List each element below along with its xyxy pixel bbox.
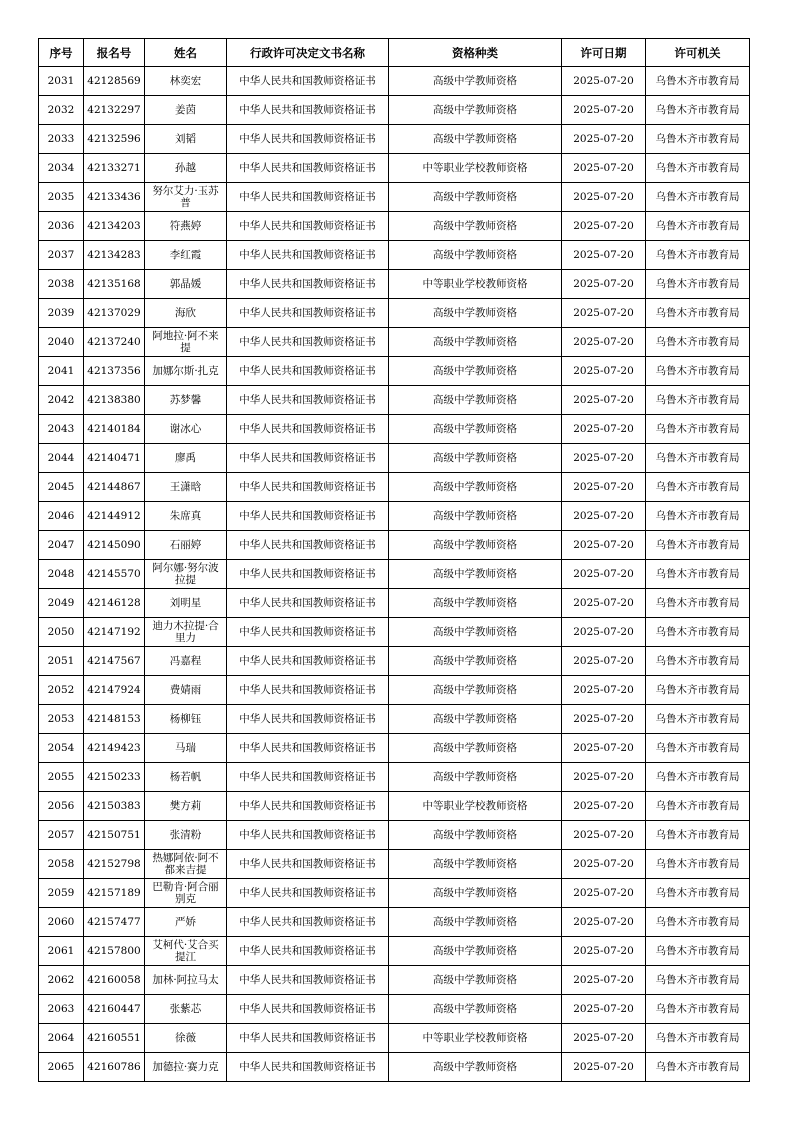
cell-type: 高级中学教师资格	[389, 386, 562, 415]
table-row	[39, 415, 750, 444]
cell-org: 乌鲁木齐市教育局	[646, 937, 750, 966]
cell-doc: 中华人民共和国教师资格证书	[227, 676, 389, 705]
cell-date: 2025-07-20	[562, 183, 646, 212]
cell-reg: 42160058	[84, 966, 145, 995]
cell-type: 中等职业学校教师资格	[389, 270, 562, 299]
cell-type: 高级中学教师资格	[389, 763, 562, 792]
cell-date: 2025-07-20	[562, 1053, 646, 1082]
cell-name: 阿地拉·阿不来提	[145, 328, 227, 357]
cell-type: 高级中学教师资格	[389, 473, 562, 502]
cell-seq: 2034	[39, 154, 84, 183]
cell-name: 努尔艾力·玉苏普	[145, 183, 227, 212]
cell-name: 热娜阿依·阿不都来吉提	[145, 850, 227, 879]
cell-doc: 中华人民共和国教师资格证书	[227, 705, 389, 734]
cell-name: 严娇	[145, 908, 227, 937]
cell-seq: 2057	[39, 821, 84, 850]
cell-date: 2025-07-20	[562, 966, 646, 995]
cell-date: 2025-07-20	[562, 299, 646, 328]
cell-type: 高级中学教师资格	[389, 299, 562, 328]
cell-type: 中等职业学校教师资格	[389, 154, 562, 183]
cell-doc: 中华人民共和国教师资格证书	[227, 966, 389, 995]
cell-seq: 2063	[39, 995, 84, 1024]
cell-name: 张紫芯	[145, 995, 227, 1024]
cell-name: 杨若帆	[145, 763, 227, 792]
cell-org: 乌鲁木齐市教育局	[646, 473, 750, 502]
cell-doc: 中华人民共和国教师资格证书	[227, 1053, 389, 1082]
cell-date: 2025-07-20	[562, 560, 646, 589]
table-row	[39, 763, 750, 792]
table-row	[39, 792, 750, 821]
cell-reg: 42134203	[84, 212, 145, 241]
header-seq: 序号	[39, 39, 84, 67]
cell-reg: 42150233	[84, 763, 145, 792]
cell-seq: 2055	[39, 763, 84, 792]
table-row	[39, 995, 750, 1024]
cell-seq: 2051	[39, 647, 84, 676]
cell-date: 2025-07-20	[562, 734, 646, 763]
cell-seq: 2061	[39, 937, 84, 966]
cell-doc: 中华人民共和国教师资格证书	[227, 270, 389, 299]
cell-type: 高级中学教师资格	[389, 879, 562, 908]
cell-name: 张清粉	[145, 821, 227, 850]
cell-type: 高级中学教师资格	[389, 357, 562, 386]
cell-org: 乌鲁木齐市教育局	[646, 270, 750, 299]
cell-reg: 42146128	[84, 589, 145, 618]
cell-doc: 中华人民共和国教师资格证书	[227, 212, 389, 241]
cell-doc: 中华人民共和国教师资格证书	[227, 241, 389, 270]
cell-doc: 中华人民共和国教师资格证书	[227, 96, 389, 125]
cell-reg: 42138380	[84, 386, 145, 415]
cell-type: 高级中学教师资格	[389, 850, 562, 879]
table-row	[39, 966, 750, 995]
header-type: 资格种类	[389, 39, 562, 67]
cell-seq: 2059	[39, 879, 84, 908]
cell-type: 高级中学教师资格	[389, 966, 562, 995]
cell-reg: 42140471	[84, 444, 145, 473]
cell-reg: 42144912	[84, 502, 145, 531]
cell-org: 乌鲁木齐市教育局	[646, 386, 750, 415]
cell-name: 林奕宏	[145, 67, 227, 96]
cell-doc: 中华人民共和国教师资格证书	[227, 125, 389, 154]
cell-date: 2025-07-20	[562, 154, 646, 183]
cell-org: 乌鲁木齐市教育局	[646, 212, 750, 241]
cell-org: 乌鲁木齐市教育局	[646, 183, 750, 212]
table-row	[39, 821, 750, 850]
cell-name: 樊方莉	[145, 792, 227, 821]
cell-reg: 42150383	[84, 792, 145, 821]
permit-table	[38, 38, 750, 1082]
cell-type: 高级中学教师资格	[389, 125, 562, 154]
table-row	[39, 908, 750, 937]
cell-name: 郭晶媛	[145, 270, 227, 299]
cell-seq: 2044	[39, 444, 84, 473]
cell-seq: 2049	[39, 589, 84, 618]
cell-date: 2025-07-20	[562, 618, 646, 647]
cell-reg: 42134283	[84, 241, 145, 270]
cell-doc: 中华人民共和国教师资格证书	[227, 502, 389, 531]
cell-reg: 42132297	[84, 96, 145, 125]
cell-type: 高级中学教师资格	[389, 444, 562, 473]
table-body	[39, 67, 750, 1082]
cell-name: 加德拉·赛力克	[145, 1053, 227, 1082]
cell-type: 高级中学教师资格	[389, 560, 562, 589]
cell-date: 2025-07-20	[562, 67, 646, 96]
table-row	[39, 937, 750, 966]
cell-date: 2025-07-20	[562, 705, 646, 734]
cell-name: 阿尔娜·努尔波拉提	[145, 560, 227, 589]
cell-reg: 42135168	[84, 270, 145, 299]
header-org: 许可机关	[646, 39, 750, 67]
table-row	[39, 850, 750, 879]
cell-date: 2025-07-20	[562, 96, 646, 125]
header-reg: 报名号	[84, 39, 145, 67]
header-name: 姓名	[145, 39, 227, 67]
cell-name: 海欣	[145, 299, 227, 328]
cell-seq: 2064	[39, 1024, 84, 1053]
table-row	[39, 502, 750, 531]
cell-type: 中等职业学校教师资格	[389, 792, 562, 821]
cell-seq: 2054	[39, 734, 84, 763]
cell-type: 高级中学教师资格	[389, 676, 562, 705]
cell-reg: 42160447	[84, 995, 145, 1024]
table-row	[39, 734, 750, 763]
cell-org: 乌鲁木齐市教育局	[646, 415, 750, 444]
cell-doc: 中华人民共和国教师资格证书	[227, 734, 389, 763]
cell-date: 2025-07-20	[562, 386, 646, 415]
cell-seq: 2041	[39, 357, 84, 386]
cell-reg: 42145090	[84, 531, 145, 560]
cell-date: 2025-07-20	[562, 241, 646, 270]
cell-org: 乌鲁木齐市教育局	[646, 444, 750, 473]
table-row	[39, 618, 750, 647]
cell-reg: 42157800	[84, 937, 145, 966]
cell-org: 乌鲁木齐市教育局	[646, 299, 750, 328]
header-row	[39, 39, 750, 67]
cell-date: 2025-07-20	[562, 908, 646, 937]
cell-reg: 42152798	[84, 850, 145, 879]
cell-name: 冯嘉程	[145, 647, 227, 676]
table-row	[39, 241, 750, 270]
cell-org: 乌鲁木齐市教育局	[646, 241, 750, 270]
table-row	[39, 444, 750, 473]
cell-seq: 2032	[39, 96, 84, 125]
cell-seq: 2047	[39, 531, 84, 560]
cell-type: 高级中学教师资格	[389, 415, 562, 444]
cell-org: 乌鲁木齐市教育局	[646, 792, 750, 821]
cell-doc: 中华人民共和国教师资格证书	[227, 415, 389, 444]
cell-seq: 2052	[39, 676, 84, 705]
cell-org: 乌鲁木齐市教育局	[646, 618, 750, 647]
cell-doc: 中华人民共和国教师资格证书	[227, 908, 389, 937]
table-row	[39, 212, 750, 241]
cell-doc: 中华人民共和国教师资格证书	[227, 299, 389, 328]
cell-org: 乌鲁木齐市教育局	[646, 1024, 750, 1053]
cell-doc: 中华人民共和国教师资格证书	[227, 937, 389, 966]
cell-doc: 中华人民共和国教师资格证书	[227, 850, 389, 879]
cell-doc: 中华人民共和国教师资格证书	[227, 531, 389, 560]
cell-name: 艾柯代·艾合买提江	[145, 937, 227, 966]
cell-org: 乌鲁木齐市教育局	[646, 995, 750, 1024]
table-row	[39, 357, 750, 386]
cell-name: 徐薇	[145, 1024, 227, 1053]
cell-doc: 中华人民共和国教师资格证书	[227, 618, 389, 647]
cell-reg: 42147192	[84, 618, 145, 647]
cell-type: 高级中学教师资格	[389, 821, 562, 850]
cell-seq: 2046	[39, 502, 84, 531]
cell-doc: 中华人民共和国教师资格证书	[227, 763, 389, 792]
cell-name: 巴勒肯·阿合丽别克	[145, 879, 227, 908]
cell-reg: 42132596	[84, 125, 145, 154]
cell-org: 乌鲁木齐市教育局	[646, 734, 750, 763]
cell-seq: 2039	[39, 299, 84, 328]
table-header	[39, 39, 750, 67]
cell-reg: 42147924	[84, 676, 145, 705]
cell-org: 乌鲁木齐市教育局	[646, 1053, 750, 1082]
cell-reg: 42150751	[84, 821, 145, 850]
cell-date: 2025-07-20	[562, 763, 646, 792]
cell-name: 王潇晗	[145, 473, 227, 502]
table-row	[39, 531, 750, 560]
cell-seq: 2042	[39, 386, 84, 415]
cell-seq: 2035	[39, 183, 84, 212]
table-row	[39, 67, 750, 96]
cell-date: 2025-07-20	[562, 850, 646, 879]
cell-seq: 2050	[39, 618, 84, 647]
cell-seq: 2062	[39, 966, 84, 995]
cell-type: 中等职业学校教师资格	[389, 1024, 562, 1053]
cell-type: 高级中学教师资格	[389, 937, 562, 966]
cell-type: 高级中学教师资格	[389, 531, 562, 560]
cell-reg: 42137240	[84, 328, 145, 357]
cell-date: 2025-07-20	[562, 502, 646, 531]
cell-seq: 2040	[39, 328, 84, 357]
cell-reg: 42137029	[84, 299, 145, 328]
cell-doc: 中华人民共和国教师资格证书	[227, 67, 389, 96]
cell-reg: 42145570	[84, 560, 145, 589]
cell-date: 2025-07-20	[562, 357, 646, 386]
cell-reg: 42148153	[84, 705, 145, 734]
cell-type: 高级中学教师资格	[389, 328, 562, 357]
cell-seq: 2065	[39, 1053, 84, 1082]
cell-name: 费婧雨	[145, 676, 227, 705]
cell-seq: 2058	[39, 850, 84, 879]
cell-org: 乌鲁木齐市教育局	[646, 531, 750, 560]
table-row	[39, 299, 750, 328]
cell-name: 孙越	[145, 154, 227, 183]
table-row	[39, 125, 750, 154]
cell-doc: 中华人民共和国教师资格证书	[227, 1024, 389, 1053]
cell-reg: 42140184	[84, 415, 145, 444]
cell-type: 高级中学教师资格	[389, 647, 562, 676]
cell-org: 乌鲁木齐市教育局	[646, 763, 750, 792]
cell-org: 乌鲁木齐市教育局	[646, 154, 750, 183]
cell-org: 乌鲁木齐市教育局	[646, 647, 750, 676]
cell-name: 朱席真	[145, 502, 227, 531]
cell-reg: 42133436	[84, 183, 145, 212]
cell-date: 2025-07-20	[562, 995, 646, 1024]
cell-name: 刘明星	[145, 589, 227, 618]
table-row	[39, 473, 750, 502]
cell-date: 2025-07-20	[562, 589, 646, 618]
cell-org: 乌鲁木齐市教育局	[646, 357, 750, 386]
cell-seq: 2037	[39, 241, 84, 270]
cell-date: 2025-07-20	[562, 212, 646, 241]
cell-type: 高级中学教师资格	[389, 1053, 562, 1082]
cell-org: 乌鲁木齐市教育局	[646, 125, 750, 154]
table-row	[39, 705, 750, 734]
cell-name: 刘韬	[145, 125, 227, 154]
cell-org: 乌鲁木齐市教育局	[646, 821, 750, 850]
cell-org: 乌鲁木齐市教育局	[646, 908, 750, 937]
cell-date: 2025-07-20	[562, 676, 646, 705]
table-row	[39, 676, 750, 705]
cell-reg: 42157477	[84, 908, 145, 937]
cell-doc: 中华人民共和国教师资格证书	[227, 386, 389, 415]
cell-reg: 42128569	[84, 67, 145, 96]
cell-name: 加林·阿拉马太	[145, 966, 227, 995]
cell-reg: 42147567	[84, 647, 145, 676]
cell-type: 高级中学教师资格	[389, 212, 562, 241]
cell-type: 高级中学教师资格	[389, 502, 562, 531]
cell-date: 2025-07-20	[562, 937, 646, 966]
cell-date: 2025-07-20	[562, 792, 646, 821]
cell-type: 高级中学教师资格	[389, 589, 562, 618]
cell-type: 高级中学教师资格	[389, 183, 562, 212]
cell-type: 高级中学教师资格	[389, 995, 562, 1024]
cell-date: 2025-07-20	[562, 125, 646, 154]
cell-seq: 2053	[39, 705, 84, 734]
cell-doc: 中华人民共和国教师资格证书	[227, 995, 389, 1024]
cell-date: 2025-07-20	[562, 270, 646, 299]
cell-type: 高级中学教师资格	[389, 96, 562, 125]
cell-org: 乌鲁木齐市教育局	[646, 879, 750, 908]
cell-name: 杨柳钰	[145, 705, 227, 734]
cell-doc: 中华人民共和国教师资格证书	[227, 473, 389, 502]
cell-name: 马瑞	[145, 734, 227, 763]
cell-doc: 中华人民共和国教师资格证书	[227, 792, 389, 821]
table-row	[39, 328, 750, 357]
cell-name: 石丽婷	[145, 531, 227, 560]
cell-seq: 2060	[39, 908, 84, 937]
cell-reg: 42133271	[84, 154, 145, 183]
cell-reg: 42137356	[84, 357, 145, 386]
table-row	[39, 560, 750, 589]
cell-date: 2025-07-20	[562, 647, 646, 676]
cell-date: 2025-07-20	[562, 531, 646, 560]
cell-seq: 2031	[39, 67, 84, 96]
table-row	[39, 647, 750, 676]
cell-doc: 中华人民共和国教师资格证书	[227, 589, 389, 618]
cell-type: 高级中学教师资格	[389, 618, 562, 647]
cell-org: 乌鲁木齐市教育局	[646, 966, 750, 995]
cell-org: 乌鲁木齐市教育局	[646, 850, 750, 879]
cell-date: 2025-07-20	[562, 444, 646, 473]
cell-name: 符燕婷	[145, 212, 227, 241]
table-row	[39, 96, 750, 125]
cell-name: 李红霞	[145, 241, 227, 270]
cell-org: 乌鲁木齐市教育局	[646, 676, 750, 705]
cell-type: 高级中学教师资格	[389, 241, 562, 270]
cell-doc: 中华人民共和国教师资格证书	[227, 328, 389, 357]
cell-doc: 中华人民共和国教师资格证书	[227, 647, 389, 676]
cell-org: 乌鲁木齐市教育局	[646, 96, 750, 125]
cell-date: 2025-07-20	[562, 1024, 646, 1053]
cell-reg: 42160786	[84, 1053, 145, 1082]
table-row	[39, 386, 750, 415]
cell-reg: 42144867	[84, 473, 145, 502]
cell-reg: 42160551	[84, 1024, 145, 1053]
cell-seq: 2033	[39, 125, 84, 154]
cell-seq: 2043	[39, 415, 84, 444]
cell-name: 廖禹	[145, 444, 227, 473]
cell-name: 谢冰心	[145, 415, 227, 444]
cell-name: 迪力木拉提·合里力	[145, 618, 227, 647]
cell-seq: 2045	[39, 473, 84, 502]
cell-org: 乌鲁木齐市教育局	[646, 502, 750, 531]
table-row	[39, 154, 750, 183]
cell-org: 乌鲁木齐市教育局	[646, 328, 750, 357]
cell-reg: 42157189	[84, 879, 145, 908]
cell-doc: 中华人民共和国教师资格证书	[227, 879, 389, 908]
table-row	[39, 1024, 750, 1053]
cell-doc: 中华人民共和国教师资格证书	[227, 357, 389, 386]
cell-type: 高级中学教师资格	[389, 705, 562, 734]
table-row	[39, 183, 750, 212]
cell-org: 乌鲁木齐市教育局	[646, 560, 750, 589]
cell-date: 2025-07-20	[562, 879, 646, 908]
cell-doc: 中华人民共和国教师资格证书	[227, 183, 389, 212]
cell-doc: 中华人民共和国教师资格证书	[227, 560, 389, 589]
cell-org: 乌鲁木齐市教育局	[646, 67, 750, 96]
cell-name: 姜茵	[145, 96, 227, 125]
cell-seq: 2038	[39, 270, 84, 299]
cell-date: 2025-07-20	[562, 821, 646, 850]
cell-type: 高级中学教师资格	[389, 67, 562, 96]
cell-seq: 2056	[39, 792, 84, 821]
header-doc: 行政许可决定文书名称	[227, 39, 389, 67]
header-date: 许可日期	[562, 39, 646, 67]
table-row	[39, 589, 750, 618]
cell-org: 乌鲁木齐市教育局	[646, 589, 750, 618]
table-row	[39, 1053, 750, 1082]
cell-date: 2025-07-20	[562, 328, 646, 357]
table-row	[39, 270, 750, 299]
cell-org: 乌鲁木齐市教育局	[646, 705, 750, 734]
cell-doc: 中华人民共和国教师资格证书	[227, 154, 389, 183]
cell-date: 2025-07-20	[562, 415, 646, 444]
table-row	[39, 879, 750, 908]
cell-type: 高级中学教师资格	[389, 734, 562, 763]
cell-name: 加娜尔斯·扎克	[145, 357, 227, 386]
cell-seq: 2048	[39, 560, 84, 589]
cell-name: 苏梦馨	[145, 386, 227, 415]
cell-seq: 2036	[39, 212, 84, 241]
cell-reg: 42149423	[84, 734, 145, 763]
cell-doc: 中华人民共和国教师资格证书	[227, 444, 389, 473]
cell-date: 2025-07-20	[562, 473, 646, 502]
cell-doc: 中华人民共和国教师资格证书	[227, 821, 389, 850]
cell-type: 高级中学教师资格	[389, 908, 562, 937]
